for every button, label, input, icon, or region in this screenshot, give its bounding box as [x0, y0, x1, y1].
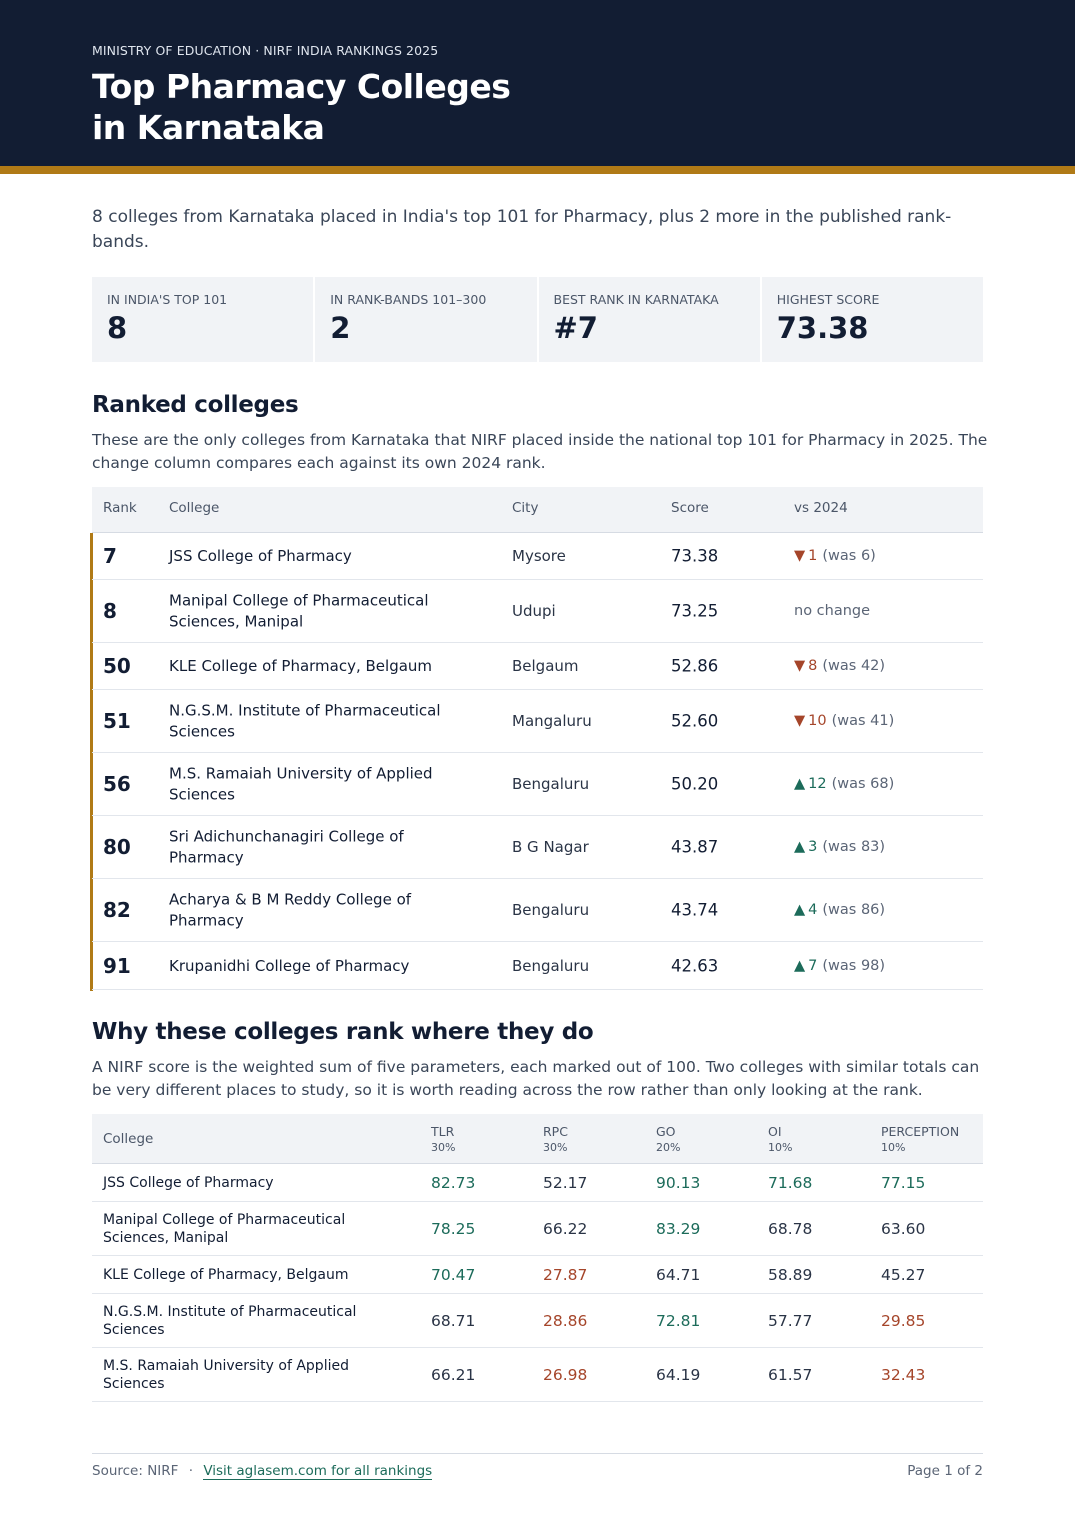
param-value-go: 90.13 [656, 1173, 701, 1192]
stat-label: IN RANK-BANDS 101–300 [330, 292, 487, 307]
previous-rank: (was 68) [831, 776, 895, 792]
params-table-header [92, 1114, 983, 1164]
params-section-description: A NIRF score is the weighted sum of five parameters, each marked out of 100. Two colleges with similar totals can be very different places to study, so it is worth reading across the row rather than only looking at the rank. [92, 1058, 980, 1099]
stat-label: HIGHEST SCORE [776, 292, 880, 307]
city-cell: Mangaluru [512, 712, 592, 730]
college-cell: KLE College of Pharmacy, Belgaum [169, 656, 433, 675]
param-value-rpc: 27.87 [543, 1265, 588, 1284]
score-cell: 43.87 [671, 837, 719, 857]
score-cell: 50.20 [671, 774, 719, 794]
param-value-oi: 61.57 [768, 1365, 813, 1384]
page-title-line-1: Top Pharmacy Colleges [92, 67, 511, 106]
col-header-name: OI [768, 1124, 782, 1139]
change-cell [794, 713, 894, 729]
college-cell: JSS College of Pharmacy [103, 1174, 274, 1191]
stats-strip [92, 277, 983, 362]
score-cell: 52.60 [671, 711, 719, 731]
city-cell: B G Nagar [512, 838, 589, 856]
rank-cell: 56 [103, 772, 131, 796]
table-row [92, 1348, 983, 1402]
up-arrow-icon: ▲ [794, 776, 806, 792]
previous-rank: (was 98) [822, 957, 886, 974]
param-value-oi: 71.68 [768, 1173, 813, 1192]
score-cell: 43.74 [671, 900, 719, 920]
college-cell: Manipal College of Pharmaceutical Sciences, Manipal [169, 591, 429, 630]
rank-cell: 91 [103, 953, 131, 978]
city-cell: Mysore [512, 547, 566, 565]
col-header-perception [881, 1124, 959, 1156]
college-cell: Manipal College of Pharmaceutical Sciences, Manipal [103, 1211, 346, 1246]
college-cell: Acharya & B M Reddy College of Pharmacy [169, 890, 412, 929]
ranked-table-body [92, 533, 983, 990]
params-table-body [92, 1164, 983, 1402]
rank-cell: 8 [103, 599, 117, 623]
param-value-oi: 68.78 [768, 1219, 813, 1238]
down-arrow-icon: ▼ [794, 658, 806, 674]
change-delta: 10 [808, 713, 827, 729]
college-cell: N.G.S.M. Institute of Pharmaceutical Sciences [103, 1303, 357, 1338]
down-arrow-icon: ▼ [794, 548, 806, 564]
city-cell: Bengaluru [512, 775, 590, 793]
stat-value: 8 [107, 311, 128, 345]
change-cell [794, 658, 885, 674]
ranked-table-header [92, 487, 983, 533]
up-arrow-icon: ▲ [794, 839, 806, 855]
footer-separator: · [188, 1463, 194, 1479]
change-cell [794, 839, 885, 855]
param-value-perception: 32.43 [881, 1365, 926, 1384]
rank-cell: 51 [103, 709, 131, 733]
col-header-go [656, 1124, 680, 1156]
table-row [92, 753, 983, 816]
change-cell [794, 902, 885, 918]
change-cell [794, 603, 870, 619]
change-delta: 7 [808, 957, 818, 974]
params-section-title: Why these colleges rank where they do [92, 1019, 594, 1045]
change-delta: 3 [808, 839, 818, 855]
col-header-weight: 30% [543, 1141, 568, 1154]
col-header-name: GO [656, 1124, 676, 1139]
col-header-name: RPC [543, 1124, 568, 1139]
previous-rank: (was 42) [822, 658, 886, 674]
col-header-oi [768, 1124, 792, 1156]
col-header-score: Score [671, 500, 709, 516]
score-cell: 73.38 [671, 546, 719, 566]
col-header-weight: 30% [431, 1141, 456, 1154]
table-row [92, 580, 983, 643]
stat-value: 73.38 [776, 311, 869, 345]
change-delta: 12 [808, 776, 827, 792]
footer-source [92, 1463, 432, 1479]
change-delta: 8 [808, 658, 818, 674]
intro-paragraph: 8 colleges from Karnataka placed in India's top 101 for Pharmacy, plus 2 more in the published rank-bands. [92, 207, 952, 252]
param-value-tlr: 68.71 [431, 1311, 476, 1330]
col-header-name: College [103, 1131, 154, 1147]
param-value-perception: 45.27 [881, 1265, 926, 1284]
table-row [92, 942, 983, 990]
param-value-rpc: 52.17 [543, 1173, 588, 1192]
param-value-go: 64.19 [656, 1365, 701, 1384]
city-cell: Bengaluru [512, 901, 590, 919]
param-value-rpc: 66.22 [543, 1219, 588, 1238]
score-cell: 73.25 [671, 601, 719, 621]
city-cell: Udupi [512, 602, 556, 620]
col-header-city: City [512, 500, 539, 516]
param-value-tlr: 66.21 [431, 1365, 476, 1384]
ranked-section-description: These are the only colleges from Karnataka that NIRF placed inside the national top 101 for Pharmacy in 2025. The change column compares each against its own 2024 rank. [92, 431, 988, 472]
college-cell: N.G.S.M. Institute of Pharmaceutical Sciences [169, 701, 441, 740]
table-row [92, 879, 983, 942]
col-header-tlr [431, 1124, 455, 1156]
change-cell [794, 958, 885, 974]
param-value-tlr: 82.73 [431, 1173, 476, 1192]
table-row [92, 1202, 983, 1256]
page-number: Page 1 of 2 [907, 1463, 983, 1479]
param-value-perception: 77.15 [881, 1173, 926, 1192]
previous-rank: (was 6) [822, 548, 876, 564]
stat-card-top101 [92, 277, 313, 362]
up-arrow-icon: ▲ [794, 902, 806, 918]
stat-card-rank-bands [315, 277, 536, 362]
rank-cell: 7 [103, 544, 117, 568]
col-header-name: TLR [431, 1124, 455, 1139]
aglasem-link[interactable]: Visit aglasem.com for all rankings [203, 1463, 433, 1479]
stat-label: BEST RANK IN KARNATAKA [553, 292, 719, 307]
down-arrow-icon: ▼ [794, 713, 806, 729]
param-value-rpc: 28.86 [543, 1311, 588, 1330]
source-text: Source: NIRF [92, 1463, 179, 1479]
col-header-college: College [169, 500, 220, 516]
param-value-tlr: 70.47 [431, 1265, 476, 1284]
stat-value: 2 [330, 311, 351, 345]
page-title-line-2: in Karnataka [92, 108, 325, 147]
col-header-weight: 20% [656, 1141, 681, 1154]
table-row [92, 533, 983, 580]
param-value-go: 64.71 [656, 1265, 701, 1284]
page-header [0, 0, 1075, 166]
stat-card-highest-score [762, 277, 983, 362]
col-header-weight: 10% [881, 1141, 906, 1154]
no-change-text: no change [794, 603, 871, 619]
stat-value: #7 [553, 311, 598, 345]
col-header-change: vs 2024 [794, 500, 848, 516]
rank-cell: 82 [103, 898, 131, 922]
header-eyebrow: MINISTRY OF EDUCATION · NIRF INDIA RANKINGS 2025 [92, 43, 439, 58]
rank-cell: 80 [103, 835, 131, 859]
change-delta: 1 [808, 548, 818, 564]
previous-rank: (was 83) [822, 839, 886, 855]
table-row [92, 1256, 983, 1294]
score-cell: 42.63 [671, 956, 719, 975]
col-header-college [103, 1131, 153, 1147]
col-header-weight: 10% [768, 1141, 793, 1154]
change-cell [794, 776, 894, 792]
college-cell: M.S. Ramaiah University of Applied Sciences [169, 764, 433, 803]
param-value-perception: 29.85 [881, 1311, 926, 1330]
ranked-section-title: Ranked colleges [92, 392, 299, 418]
score-cell: 52.86 [671, 656, 719, 676]
college-cell: Krupanidhi College of Pharmacy [169, 956, 410, 975]
param-value-go: 72.81 [656, 1311, 701, 1330]
param-value-tlr: 78.25 [431, 1219, 476, 1238]
col-header-name: PERCEPTION [881, 1124, 960, 1139]
stat-card-best-rank [539, 277, 760, 362]
table-row [92, 690, 983, 753]
college-cell: M.S. Ramaiah University of Applied Sciences [103, 1357, 349, 1392]
col-header-rank: Rank [103, 500, 137, 516]
change-cell [794, 548, 876, 564]
table-row [92, 1164, 983, 1202]
rank-cell: 50 [103, 654, 131, 678]
col-header-rpc [543, 1124, 568, 1156]
page-title [92, 66, 510, 148]
footer-divider [92, 1453, 983, 1454]
previous-rank: (was 41) [831, 713, 895, 729]
previous-rank: (was 86) [822, 902, 886, 918]
college-cell: JSS College of Pharmacy [169, 546, 352, 565]
table-row [92, 1294, 983, 1348]
stat-label: IN INDIA'S TOP 101 [107, 292, 228, 307]
change-delta: 4 [808, 902, 818, 918]
param-value-perception: 63.60 [881, 1219, 926, 1238]
param-value-rpc: 26.98 [543, 1365, 588, 1384]
param-value-oi: 57.77 [768, 1311, 813, 1330]
header-accent-rule [0, 166, 1075, 174]
city-cell: Bengaluru [512, 956, 590, 975]
up-arrow-icon: ▲ [794, 957, 806, 974]
table-row [92, 643, 983, 690]
table-row [92, 816, 983, 879]
param-value-oi: 58.89 [768, 1265, 813, 1284]
city-cell: Belgaum [512, 657, 579, 675]
college-cell: KLE College of Pharmacy, Belgaum [103, 1266, 349, 1283]
college-cell: Sri Adichunchanagiri College of Pharmacy [169, 827, 404, 866]
param-value-go: 83.29 [656, 1219, 701, 1238]
